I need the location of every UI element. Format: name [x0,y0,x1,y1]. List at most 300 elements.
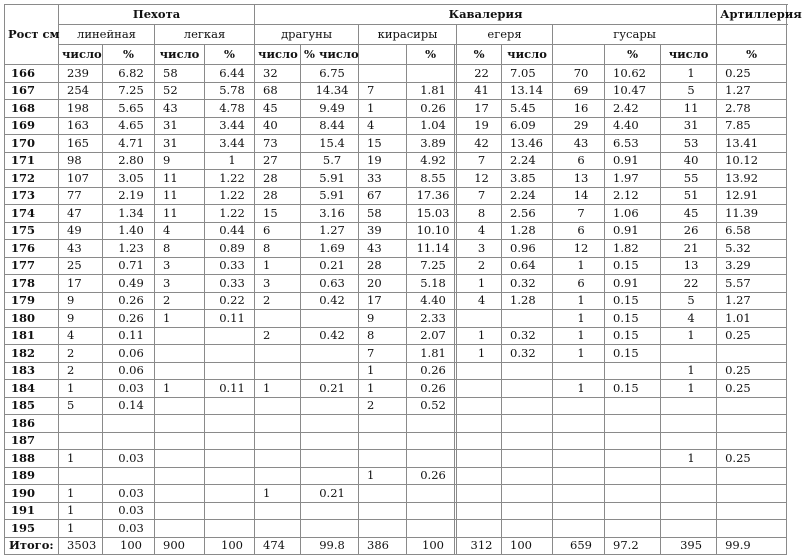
value-cell: 4.71 [103,135,155,153]
value-cell: 659 [553,537,605,555]
value-cell: 3 [155,257,205,275]
value-cell: 1.34 [103,205,155,223]
col-header: % число [301,45,359,65]
value-cell: 5 [661,82,717,100]
value-cell [502,380,553,398]
value-cell: 1 [553,327,605,345]
height-cell: 195 [5,520,59,538]
table-row [5,520,787,538]
total-label: Итого: [5,537,59,555]
subgroup-line: линейная [59,25,155,45]
value-cell: 1.27 [717,82,787,100]
table-row [5,310,787,328]
value-cell: 0.26 [407,100,455,118]
table-row [5,240,787,258]
value-cell: 0.32 [502,327,553,345]
height-cell: 186 [5,415,59,433]
value-cell [605,432,661,450]
subgroup-artillery-blank [717,25,787,45]
col-header: % [605,45,661,65]
value-cell: 15.4 [301,135,359,153]
value-cell: 10.62 [605,65,661,83]
value-cell: 15 [255,205,301,223]
value-cell: 0.21 [301,257,359,275]
value-cell: 1 [59,502,103,520]
value-cell: 6.44 [205,65,255,83]
value-cell [407,502,455,520]
group-artillery: Артиллерия [717,5,787,25]
value-cell: 0.22 [205,292,255,310]
value-cell: 68 [255,82,301,100]
value-cell [359,450,407,468]
value-cell [605,467,661,485]
value-cell: 43 [359,240,407,258]
value-cell: 7.85 [717,117,787,135]
value-cell: 5 [59,397,103,415]
value-cell [553,502,605,520]
table-row [5,100,787,118]
value-cell: 0.25 [717,450,787,468]
value-cell: 1.82 [605,240,661,258]
value-cell: 53 [661,135,717,153]
value-cell [407,432,455,450]
value-cell: 43 [155,100,205,118]
value-cell: 163 [59,117,103,135]
value-cell: 2 [59,345,103,363]
value-cell [717,467,787,485]
value-cell: 0.25 [717,65,787,83]
height-cell: 176 [5,240,59,258]
value-cell: 2.80 [103,152,155,170]
value-cell [359,432,407,450]
value-cell [255,432,301,450]
value-cell: 0.15 [605,345,661,363]
value-cell: 5.18 [407,275,455,293]
value-cell [407,450,455,468]
value-cell [661,485,717,503]
value-cell: 77 [59,187,103,205]
value-cell [457,502,502,520]
value-cell: 0.11 [103,327,155,345]
value-cell: 1.22 [205,170,255,188]
value-cell: 7 [359,345,407,363]
height-distribution-table [4,4,802,555]
value-cell [502,310,553,328]
value-cell [205,467,255,485]
value-cell: 2 [359,397,407,415]
value-cell: 1.28 [502,222,553,240]
value-cell: 11.39 [717,205,787,223]
value-cell: 26 [661,222,717,240]
value-cell: 0.33 [205,275,255,293]
value-cell: 1 [457,327,502,345]
value-cell: 4 [359,117,407,135]
value-cell [155,362,205,380]
value-cell: 52 [155,82,205,100]
value-cell: 100 [502,537,553,555]
value-cell: 7 [457,187,502,205]
value-cell [255,345,301,363]
value-cell: 58 [155,65,205,83]
value-cell: 43 [553,135,605,153]
value-cell: 0.32 [502,345,553,363]
value-cell: 7 [359,82,407,100]
value-cell [205,415,255,433]
value-cell [255,415,301,433]
table-row [5,170,787,188]
value-cell: 1 [359,467,407,485]
value-cell: 0.15 [605,380,661,398]
value-cell: 31 [155,117,205,135]
value-cell [155,345,205,363]
value-cell: 0.42 [301,292,359,310]
col-header: % [407,45,455,65]
value-cell: 0.44 [205,222,255,240]
value-cell: 0.42 [301,327,359,345]
value-cell: 0.03 [103,450,155,468]
table-row [5,415,787,433]
value-cell [59,415,103,433]
value-cell: 7.25 [407,257,455,275]
value-cell: 25 [59,257,103,275]
value-cell [155,327,205,345]
col-header: % [457,45,502,65]
value-cell: 20 [359,275,407,293]
value-cell [605,362,661,380]
value-cell: 55 [661,170,717,188]
height-cell: 181 [5,327,59,345]
value-cell [205,520,255,538]
height-cell: 185 [5,397,59,415]
height-cell: 179 [5,292,59,310]
col-header: число [255,45,301,65]
value-cell: 5.45 [502,100,553,118]
value-cell: 0.06 [103,345,155,363]
value-cell [59,432,103,450]
value-cell: 13.41 [717,135,787,153]
value-cell: 474 [255,537,301,555]
value-cell: 1.28 [502,292,553,310]
value-cell [661,397,717,415]
subgroup-jaegers: егеря [457,25,553,45]
value-cell: 0.11 [205,310,255,328]
value-cell [457,380,502,398]
table-row [5,257,787,275]
value-cell [407,415,455,433]
value-cell [553,520,605,538]
value-cell: 7 [553,205,605,223]
value-cell: 1 [255,485,301,503]
height-cell: 191 [5,502,59,520]
value-cell: 5.32 [717,240,787,258]
value-cell: 7.25 [103,82,155,100]
value-cell: 2.12 [605,187,661,205]
table-row [5,450,787,468]
table-row [5,82,787,100]
value-cell [502,467,553,485]
value-cell: 11 [155,170,205,188]
value-cell: 6.82 [103,65,155,83]
value-cell [205,362,255,380]
value-cell: 0.15 [605,327,661,345]
value-cell: 100 [205,537,255,555]
value-cell [457,467,502,485]
value-cell: 0.64 [502,257,553,275]
value-cell: 13.46 [502,135,553,153]
value-cell: 0.25 [717,362,787,380]
col-header: % [205,45,255,65]
table-row [5,205,787,223]
value-cell: 0.03 [103,485,155,503]
value-cell: 11 [155,187,205,205]
height-cell: 188 [5,450,59,468]
value-cell [255,362,301,380]
value-cell: 1 [59,520,103,538]
table-row [5,327,787,345]
value-cell: 2 [59,362,103,380]
value-cell: 14 [553,187,605,205]
value-cell: 33 [359,170,407,188]
value-cell: 6.53 [605,135,661,153]
value-cell [717,345,787,363]
value-cell: 900 [155,537,205,555]
value-cell: 28 [255,187,301,205]
value-cell [457,362,502,380]
value-cell: 14.34 [301,82,359,100]
value-cell: 8.55 [407,170,455,188]
value-cell [205,327,255,345]
value-cell [155,467,205,485]
value-cell: 42 [457,135,502,153]
group-infantry: Пехота [59,5,255,25]
height-cell: 169 [5,117,59,135]
value-cell: 2 [457,257,502,275]
height-cell: 177 [5,257,59,275]
value-cell: 8.44 [301,117,359,135]
value-cell [457,450,502,468]
value-cell [502,485,553,503]
value-cell [103,432,155,450]
value-cell [605,485,661,503]
value-cell: 6.75 [301,65,359,83]
value-cell: 12 [457,170,502,188]
value-cell [553,415,605,433]
value-cell: 15 [359,135,407,153]
value-cell [661,467,717,485]
value-cell [661,502,717,520]
height-cell: 167 [5,82,59,100]
value-cell: 31 [155,135,205,153]
value-cell: 1 [359,100,407,118]
value-cell [155,502,205,520]
value-cell [717,520,787,538]
value-cell: 3.89 [407,135,455,153]
value-cell: 12 [553,240,605,258]
table-row [5,187,787,205]
value-cell: 0.26 [407,467,455,485]
value-cell: 0.06 [103,362,155,380]
value-cell [661,520,717,538]
value-cell: 13 [553,170,605,188]
value-cell: 10.47 [605,82,661,100]
value-cell: 28 [359,257,407,275]
value-cell: 5.91 [301,187,359,205]
value-cell [255,520,301,538]
value-cell: 0.03 [103,520,155,538]
value-cell: 99.8 [301,537,359,555]
value-cell: 386 [359,537,407,555]
value-cell: 239 [59,65,103,83]
value-cell: 4 [457,292,502,310]
value-cell [301,310,359,328]
value-cell: 4.40 [407,292,455,310]
value-cell [155,485,205,503]
value-cell: 1.97 [605,170,661,188]
height-cell: 174 [5,205,59,223]
col-header [553,45,605,65]
value-cell: 1.01 [717,310,787,328]
value-cell: 45 [661,205,717,223]
value-cell: 3503 [59,537,103,555]
table-row [5,275,787,293]
value-cell: 9 [359,310,407,328]
value-cell: 17 [59,275,103,293]
value-cell [457,415,502,433]
value-cell: 3 [457,240,502,258]
value-cell: 5.57 [717,275,787,293]
value-cell [502,502,553,520]
value-cell: 1 [661,65,717,83]
value-cell: 0.32 [502,275,553,293]
value-cell: 1 [457,345,502,363]
value-cell: 11 [155,205,205,223]
value-cell [255,397,301,415]
value-cell: 45 [255,100,301,118]
value-cell: 1 [359,380,407,398]
table-row [5,222,787,240]
value-cell [553,432,605,450]
value-cell [457,432,502,450]
value-cell [553,485,605,503]
height-cell: 190 [5,485,59,503]
value-cell [103,415,155,433]
value-cell: 3.05 [103,170,155,188]
value-cell: 0.26 [103,292,155,310]
total-row [5,537,787,555]
value-cell: 1 [661,450,717,468]
value-cell: 100 [103,537,155,555]
value-cell: 5.65 [103,100,155,118]
value-cell: 4 [155,222,205,240]
table-row [5,345,787,363]
value-cell: 0.33 [205,257,255,275]
value-cell: 17 [457,100,502,118]
value-cell: 1.06 [605,205,661,223]
col-header [359,45,407,65]
value-cell: 0.52 [407,397,455,415]
value-cell: 395 [661,537,717,555]
height-cell: 171 [5,152,59,170]
value-cell [205,397,255,415]
value-cell: 0.63 [301,275,359,293]
value-cell: 13.92 [717,170,787,188]
value-cell [457,397,502,415]
value-cell: 11.14 [407,240,455,258]
value-cell: 6 [255,222,301,240]
value-cell: 1.27 [717,292,787,310]
value-cell: 16 [553,100,605,118]
value-cell [502,450,553,468]
height-cell: 173 [5,187,59,205]
col-header: число [502,45,553,65]
value-cell: 0.15 [605,310,661,328]
value-cell: 6 [553,152,605,170]
value-cell: 4.40 [605,117,661,135]
table-row [5,485,787,503]
table-row [5,380,787,398]
value-cell [359,485,407,503]
value-cell: 2.78 [717,100,787,118]
value-cell [407,520,455,538]
value-cell: 1.69 [301,240,359,258]
value-cell: 1 [457,275,502,293]
table-row [5,292,787,310]
value-cell: 0.49 [103,275,155,293]
value-cell [457,485,502,503]
value-cell: 165 [59,135,103,153]
value-cell [717,397,787,415]
value-cell: 1.04 [407,117,455,135]
value-cell: 0.91 [605,152,661,170]
value-cell: 51 [661,187,717,205]
value-cell: 6 [553,275,605,293]
value-cell: 5.91 [301,170,359,188]
value-cell [301,397,359,415]
value-cell: 1.40 [103,222,155,240]
value-cell [359,520,407,538]
value-cell: 11 [661,100,717,118]
height-cell: 182 [5,345,59,363]
value-cell [155,415,205,433]
value-cell: 1 [553,380,605,398]
value-cell [359,65,407,83]
value-cell: 27 [255,152,301,170]
value-cell: 99.9 [717,537,787,555]
value-cell [205,502,255,520]
value-cell [301,362,359,380]
value-cell: 6.09 [502,117,553,135]
value-cell: 31 [661,117,717,135]
value-cell: 3.44 [205,135,255,153]
value-cell: 4.92 [407,152,455,170]
value-cell: 1 [553,257,605,275]
col-header: % [717,45,787,65]
value-cell: 22 [457,65,502,83]
value-cell: 2.07 [407,327,455,345]
value-cell: 7.05 [502,65,553,83]
value-cell: 2 [155,292,205,310]
value-cell: 0.14 [103,397,155,415]
value-cell: 58 [359,205,407,223]
value-cell: 40 [255,117,301,135]
value-cell: 17.36 [407,187,455,205]
value-cell: 1 [661,362,717,380]
value-cell: 1 [59,450,103,468]
value-cell: 13.14 [502,82,553,100]
col-header: % [103,45,155,65]
value-cell: 32 [255,65,301,83]
value-cell: 19 [457,117,502,135]
